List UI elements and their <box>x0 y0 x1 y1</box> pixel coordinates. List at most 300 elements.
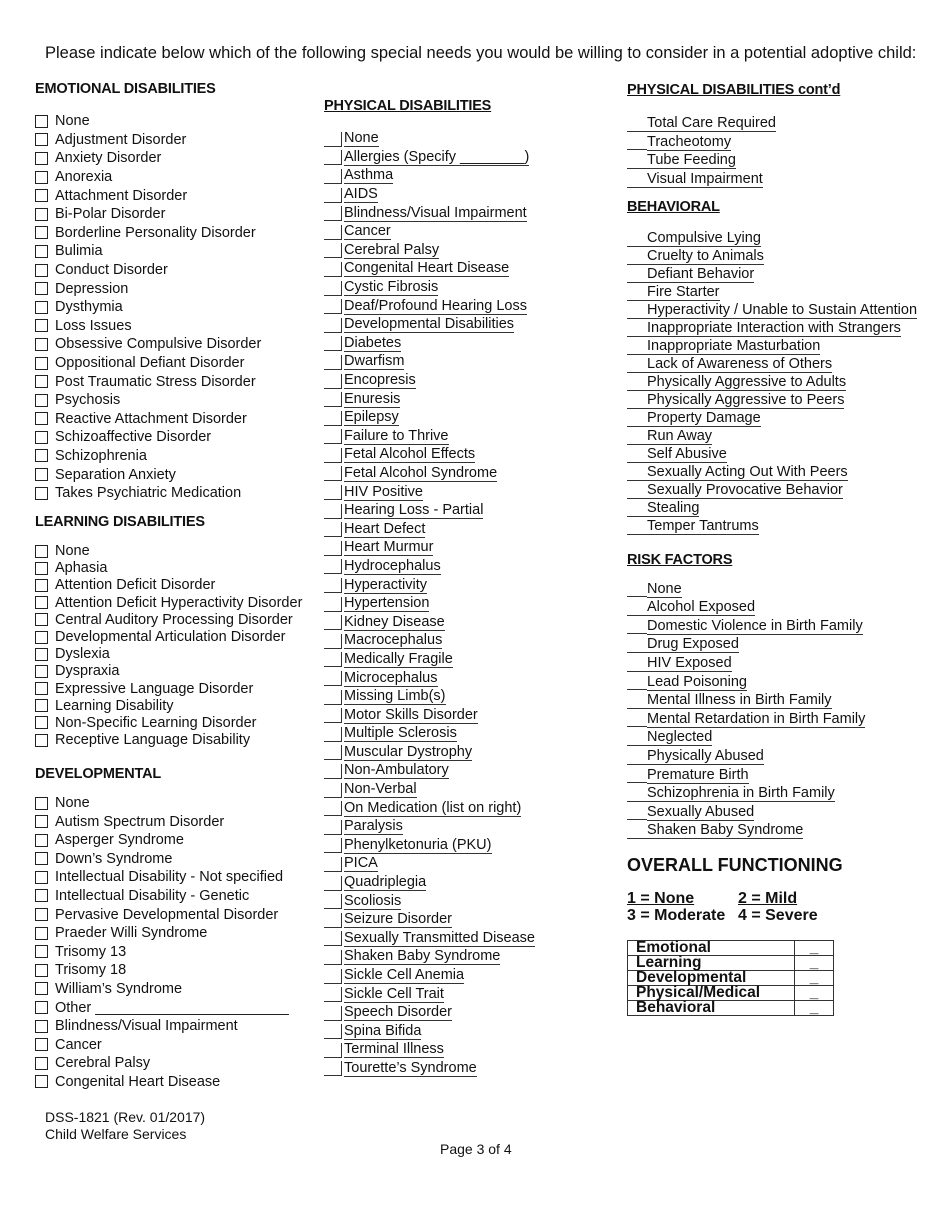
checklist-item[interactable] <box>35 1035 305 1054</box>
check-blank[interactable] <box>627 712 647 727</box>
checkbox[interactable] <box>35 487 48 500</box>
checklist-item[interactable] <box>627 729 927 748</box>
checklist-item[interactable] <box>35 680 305 697</box>
checklist-item[interactable] <box>35 317 305 336</box>
checklist-item[interactable] <box>324 651 604 670</box>
checklist-item[interactable] <box>324 130 604 149</box>
check-blank[interactable] <box>324 708 342 723</box>
checklist-item[interactable] <box>324 706 604 725</box>
checklist-item[interactable] <box>324 520 604 539</box>
checklist-item[interactable] <box>324 335 604 354</box>
checklist-item[interactable] <box>627 446 927 464</box>
checklist-item[interactable] <box>35 998 305 1017</box>
checklist-item[interactable] <box>324 446 604 465</box>
check-blank[interactable] <box>627 340 647 355</box>
checkbox[interactable] <box>35 631 48 644</box>
item-label: Praeder Willi Syndrome <box>55 925 208 942</box>
checkbox[interactable] <box>35 115 48 128</box>
checklist-item[interactable] <box>627 392 927 410</box>
item-label: Mental Retardation in Birth Family <box>647 710 866 727</box>
checklist-item[interactable] <box>627 711 927 730</box>
checkbox[interactable] <box>35 562 48 575</box>
checklist-item[interactable] <box>627 482 927 500</box>
checklist-item[interactable] <box>324 372 604 391</box>
check-blank[interactable] <box>324 1024 342 1039</box>
checkbox[interactable] <box>35 1020 48 1033</box>
checkbox[interactable] <box>35 171 48 184</box>
check-blank[interactable] <box>627 731 647 746</box>
checklist-item[interactable] <box>35 391 305 410</box>
checklist-item[interactable] <box>324 1023 604 1042</box>
checkbox[interactable] <box>35 964 48 977</box>
checklist-item[interactable] <box>627 374 927 392</box>
checklist-item[interactable] <box>627 115 927 134</box>
check-blank[interactable] <box>324 392 342 407</box>
check-blank[interactable] <box>324 169 342 184</box>
checklist-item[interactable] <box>35 410 305 429</box>
checkbox[interactable] <box>35 189 48 202</box>
checkbox[interactable] <box>35 889 48 902</box>
functioning-rating-field[interactable]: _ <box>795 940 834 955</box>
checklist-item[interactable] <box>627 804 927 823</box>
checkbox[interactable] <box>35 734 48 747</box>
check-blank[interactable] <box>324 597 342 612</box>
checkbox[interactable] <box>35 375 48 388</box>
checklist-item[interactable] <box>35 1073 305 1092</box>
checkbox[interactable] <box>35 682 48 695</box>
checklist-item[interactable] <box>324 781 604 800</box>
checkbox[interactable] <box>35 871 48 884</box>
checkbox[interactable] <box>35 319 48 332</box>
check-blank[interactable] <box>324 1061 342 1076</box>
checklist-item[interactable] <box>35 484 305 503</box>
checklist-item[interactable] <box>35 168 305 187</box>
check-blank[interactable] <box>627 173 647 188</box>
checklist-item[interactable] <box>324 279 604 298</box>
checklist-item[interactable] <box>627 636 927 655</box>
item-label: Non-Ambulatory <box>344 762 449 779</box>
check-blank[interactable] <box>324 913 342 928</box>
checkbox[interactable] <box>35 1038 48 1051</box>
checklist-item[interactable] <box>324 260 604 279</box>
check-blank[interactable] <box>627 117 647 132</box>
checkbox[interactable] <box>35 852 48 865</box>
checklist-item[interactable] <box>627 500 927 518</box>
checklist-item[interactable] <box>627 284 927 302</box>
checkbox[interactable] <box>35 579 48 592</box>
checklist-item[interactable] <box>627 134 927 153</box>
checklist-item[interactable] <box>324 818 604 837</box>
checklist-item[interactable] <box>324 483 604 502</box>
item-label: Conduct Disorder <box>55 262 168 279</box>
checklist-item[interactable] <box>627 248 927 266</box>
checklist-item[interactable] <box>324 297 604 316</box>
checklist-item[interactable] <box>324 930 604 949</box>
check-blank[interactable] <box>324 466 342 481</box>
checklist-item[interactable] <box>627 230 927 248</box>
checklist-item[interactable] <box>324 985 604 1004</box>
checklist-item[interactable] <box>324 204 604 223</box>
checkbox[interactable] <box>35 431 48 444</box>
checkbox[interactable] <box>35 815 48 828</box>
check-blank[interactable] <box>324 150 342 165</box>
checklist-item[interactable] <box>324 613 604 632</box>
checkbox[interactable] <box>35 545 48 558</box>
checklist-item[interactable] <box>35 905 305 924</box>
checklist-item[interactable] <box>35 646 305 663</box>
checklist-item[interactable] <box>324 149 604 168</box>
checkbox[interactable] <box>35 357 48 370</box>
check-blank[interactable] <box>324 690 342 705</box>
check-blank[interactable] <box>324 429 342 444</box>
check-blank[interactable] <box>324 820 342 835</box>
checklist-item[interactable] <box>324 576 604 595</box>
checklist-item[interactable] <box>35 149 305 168</box>
check-blank[interactable] <box>627 805 647 820</box>
functioning-label: Learning <box>628 955 795 970</box>
checkbox[interactable] <box>35 301 48 314</box>
check-blank[interactable] <box>627 304 647 319</box>
checklist-item[interactable] <box>627 822 927 841</box>
check-blank[interactable] <box>324 615 342 630</box>
checklist-item[interactable] <box>627 152 927 171</box>
check-blank[interactable] <box>324 448 342 463</box>
check-blank[interactable] <box>324 262 342 277</box>
checkbox[interactable] <box>35 133 48 146</box>
checklist-item[interactable] <box>35 663 305 680</box>
checklist-item[interactable] <box>627 748 927 767</box>
check-blank[interactable] <box>324 318 342 333</box>
checklist-item[interactable] <box>324 874 604 893</box>
checklist-item[interactable] <box>324 688 604 707</box>
checkbox[interactable] <box>35 282 48 295</box>
check-blank[interactable] <box>627 286 647 301</box>
checklist-item[interactable] <box>35 961 305 980</box>
checklist-item[interactable] <box>35 335 305 354</box>
checklist-item[interactable] <box>35 224 305 243</box>
check-blank[interactable] <box>627 502 647 517</box>
functioning-rating-field[interactable]: _ <box>795 955 834 970</box>
checklist-item[interactable] <box>35 1017 305 1036</box>
check-blank[interactable] <box>627 268 647 283</box>
checklist-item[interactable] <box>35 205 305 224</box>
checklist-item[interactable] <box>627 171 927 190</box>
checkbox[interactable] <box>35 245 48 258</box>
intro-text: Please indicate below which of the following special needs you would be willing to consider in a potential adoptive child: <box>45 44 917 62</box>
checklist-item[interactable] <box>324 744 604 763</box>
checklist-item[interactable] <box>35 465 305 484</box>
checkbox[interactable] <box>35 665 48 678</box>
checklist-item[interactable] <box>35 611 305 628</box>
checklist-item[interactable] <box>324 167 604 186</box>
checklist-item[interactable] <box>35 732 305 749</box>
check-blank[interactable] <box>627 657 647 672</box>
checklist-item[interactable] <box>324 632 604 651</box>
checklist-item[interactable] <box>35 697 305 714</box>
checklist-item[interactable] <box>627 302 927 320</box>
checklist-item[interactable] <box>324 837 604 856</box>
checklist-item[interactable] <box>324 353 604 372</box>
checklist-item[interactable] <box>324 1060 604 1079</box>
check-blank[interactable] <box>324 652 342 667</box>
check-blank[interactable] <box>324 894 342 909</box>
check-blank[interactable] <box>324 374 342 389</box>
check-blank[interactable] <box>324 1006 342 1021</box>
check-blank[interactable] <box>324 243 342 258</box>
check-blank[interactable] <box>627 520 647 535</box>
checklist-item[interactable] <box>324 669 604 688</box>
check-blank[interactable] <box>324 188 342 203</box>
checklist-item[interactable] <box>627 410 927 428</box>
check-blank[interactable] <box>627 322 647 337</box>
item-label: Expressive Language Disorder <box>55 680 254 697</box>
checklist-item[interactable] <box>627 356 927 374</box>
check-blank[interactable] <box>324 355 342 370</box>
checkbox[interactable] <box>35 716 48 729</box>
checkbox[interactable] <box>35 927 48 940</box>
checkbox[interactable] <box>35 945 48 958</box>
checklist-item[interactable] <box>627 338 927 356</box>
check-blank[interactable] <box>627 232 647 247</box>
checkbox[interactable] <box>35 982 48 995</box>
check-blank[interactable] <box>627 466 647 481</box>
checklist-item[interactable] <box>627 618 927 637</box>
item-label: Cancer <box>344 223 391 240</box>
checkbox[interactable] <box>35 152 48 165</box>
item-label: Alcohol Exposed <box>647 599 756 616</box>
checkbox[interactable] <box>35 908 48 921</box>
checklist-item[interactable] <box>35 924 305 943</box>
checklist-item[interactable] <box>35 850 305 869</box>
checkbox[interactable] <box>35 1001 48 1014</box>
checkbox[interactable] <box>35 449 48 462</box>
functioning-rating-field[interactable]: _ <box>795 970 834 985</box>
checklist-item[interactable] <box>35 428 305 447</box>
checkbox[interactable] <box>35 699 48 712</box>
check-blank[interactable] <box>324 876 342 891</box>
checklist-item[interactable] <box>324 390 604 409</box>
checklist-item[interactable] <box>324 186 604 205</box>
check-blank[interactable] <box>627 135 647 150</box>
checklist-item[interactable] <box>35 577 305 594</box>
checkbox[interactable] <box>35 412 48 425</box>
checklist-item[interactable] <box>324 967 604 986</box>
check-blank[interactable] <box>324 838 342 853</box>
checkbox[interactable] <box>35 226 48 239</box>
checklist-item[interactable] <box>627 655 927 674</box>
checklist-item[interactable] <box>324 595 604 614</box>
checklist-item[interactable] <box>35 887 305 906</box>
check-blank[interactable] <box>324 950 342 965</box>
checklist-item[interactable] <box>324 1004 604 1023</box>
check-blank[interactable] <box>324 281 342 296</box>
checklist-item[interactable] <box>627 785 927 804</box>
checklist-item[interactable] <box>35 594 305 611</box>
checklist-item[interactable] <box>627 580 927 599</box>
checklist-item[interactable] <box>35 242 305 261</box>
checklist-item[interactable] <box>324 799 604 818</box>
check-blank[interactable] <box>324 485 342 500</box>
check-blank[interactable] <box>324 504 342 519</box>
check-blank[interactable] <box>324 299 342 314</box>
item-label: Neglected <box>647 729 713 746</box>
check-blank[interactable] <box>324 727 342 742</box>
checklist-item[interactable] <box>324 892 604 911</box>
checklist-item[interactable] <box>35 131 305 150</box>
checklist-item[interactable] <box>35 542 305 559</box>
checklist-item[interactable] <box>35 298 305 317</box>
checklist-item[interactable] <box>35 112 305 131</box>
checklist-item[interactable] <box>35 831 305 850</box>
checklist-item[interactable] <box>35 186 305 205</box>
checklist-item[interactable] <box>627 766 927 785</box>
check-blank[interactable] <box>627 750 647 765</box>
checkbox[interactable] <box>35 648 48 661</box>
check-blank[interactable] <box>627 824 647 839</box>
checklist-item[interactable] <box>324 911 604 930</box>
checklist-item[interactable] <box>324 316 604 335</box>
checkbox[interactable] <box>35 613 48 626</box>
check-blank[interactable] <box>324 857 342 872</box>
checklist-item[interactable] <box>324 762 604 781</box>
check-blank[interactable] <box>627 638 647 653</box>
check-blank[interactable] <box>324 634 342 649</box>
check-blank[interactable] <box>324 225 342 240</box>
check-blank[interactable] <box>627 675 647 690</box>
checklist-item[interactable] <box>324 409 604 428</box>
check-blank[interactable] <box>324 969 342 984</box>
check-blank[interactable] <box>627 154 647 169</box>
checkbox[interactable] <box>35 1057 48 1070</box>
item-label: Depression <box>55 280 129 297</box>
checklist-item[interactable] <box>324 558 604 577</box>
checkbox[interactable] <box>35 1075 48 1088</box>
checklist-item[interactable] <box>35 354 305 373</box>
check-blank[interactable] <box>627 376 647 391</box>
checklist-item[interactable] <box>35 794 305 813</box>
check-blank[interactable] <box>324 987 342 1002</box>
checklist-item[interactable] <box>35 560 305 577</box>
checklist-item[interactable] <box>324 539 604 558</box>
check-blank[interactable] <box>324 764 342 779</box>
item-label: Intellectual Disability - Not specified <box>55 869 284 886</box>
checkbox[interactable] <box>35 264 48 277</box>
checklist-item[interactable] <box>35 279 305 298</box>
check-blank[interactable] <box>324 411 342 426</box>
checklist-item[interactable] <box>324 855 604 874</box>
checklist-item[interactable] <box>35 942 305 961</box>
item-label: Stealing <box>647 500 700 517</box>
check-blank[interactable] <box>324 671 342 686</box>
item-label: Tracheotomy <box>647 133 732 150</box>
checklist-item[interactable] <box>627 464 927 482</box>
check-blank[interactable] <box>324 1043 342 1058</box>
checkbox[interactable] <box>35 834 48 847</box>
check-blank[interactable] <box>627 394 647 409</box>
check-blank[interactable] <box>324 559 342 574</box>
functioning-row <box>628 970 834 985</box>
check-blank[interactable] <box>324 541 342 556</box>
functioning-rating-field[interactable]: _ <box>795 1000 834 1015</box>
item-label: Compulsive Lying <box>647 230 761 247</box>
checklist-item[interactable] <box>35 980 305 999</box>
checklist-item[interactable] <box>35 447 305 466</box>
check-blank[interactable] <box>324 132 342 147</box>
checklist-item[interactable] <box>324 1041 604 1060</box>
checklist-item[interactable] <box>324 502 604 521</box>
checkbox[interactable] <box>35 797 48 810</box>
checklist-item[interactable] <box>627 692 927 711</box>
checklist-item[interactable] <box>35 714 305 731</box>
checklist-item[interactable] <box>324 465 604 484</box>
item-label: Bi-Polar Disorder <box>55 206 166 223</box>
checklist-item[interactable] <box>627 428 927 446</box>
check-blank[interactable] <box>324 522 342 537</box>
item-label: Attention Deficit Hyperactivity Disorder <box>55 594 303 611</box>
check-blank[interactable] <box>627 787 647 802</box>
check-blank[interactable] <box>627 484 647 499</box>
checklist-item[interactable] <box>627 673 927 692</box>
check-blank[interactable] <box>627 412 647 427</box>
functioning-rating-field[interactable]: _ <box>795 985 834 1000</box>
check-blank[interactable] <box>324 931 342 946</box>
item-label: Kidney Disease <box>344 613 445 630</box>
check-blank[interactable] <box>324 745 342 760</box>
checklist-item[interactable] <box>324 428 604 447</box>
check-blank[interactable] <box>324 578 342 593</box>
check-blank[interactable] <box>627 768 647 783</box>
check-blank[interactable] <box>324 206 342 221</box>
item-label: Loss Issues <box>55 317 132 334</box>
check-blank[interactable] <box>627 601 647 616</box>
item-label: Macrocephalus <box>344 632 443 649</box>
checklist-item[interactable] <box>35 1054 305 1073</box>
checklist-item[interactable] <box>324 948 604 967</box>
check-blank[interactable] <box>627 619 647 634</box>
checklist-item[interactable] <box>35 812 305 831</box>
checklist-item[interactable] <box>35 628 305 645</box>
checklist-item[interactable] <box>627 518 927 536</box>
checklist-item[interactable] <box>324 242 604 261</box>
check-blank[interactable] <box>627 250 647 265</box>
check-blank[interactable] <box>324 783 342 798</box>
checkbox[interactable] <box>35 208 48 221</box>
checkbox[interactable] <box>35 468 48 481</box>
checkbox[interactable] <box>35 394 48 407</box>
checklist-item[interactable] <box>627 266 927 284</box>
checkbox[interactable] <box>35 338 48 351</box>
checkbox[interactable] <box>35 596 48 609</box>
item-label: Psychosis <box>55 392 121 409</box>
check-blank[interactable] <box>627 582 647 597</box>
checklist-item[interactable] <box>324 223 604 242</box>
functioning-row <box>628 940 834 955</box>
checklist-item[interactable] <box>35 261 305 280</box>
checklist-item[interactable] <box>627 599 927 618</box>
checklist-item[interactable] <box>627 320 927 338</box>
check-blank[interactable] <box>627 430 647 445</box>
check-blank[interactable] <box>324 801 342 816</box>
column-left <box>35 81 305 1091</box>
check-blank[interactable] <box>627 694 647 709</box>
checklist-item[interactable] <box>35 868 305 887</box>
checklist-item[interactable] <box>324 725 604 744</box>
check-blank[interactable] <box>627 358 647 373</box>
check-blank[interactable] <box>324 336 342 351</box>
item-label: Shaken Baby Syndrome <box>344 948 501 965</box>
checklist-item[interactable] <box>35 372 305 391</box>
check-blank[interactable] <box>627 448 647 463</box>
